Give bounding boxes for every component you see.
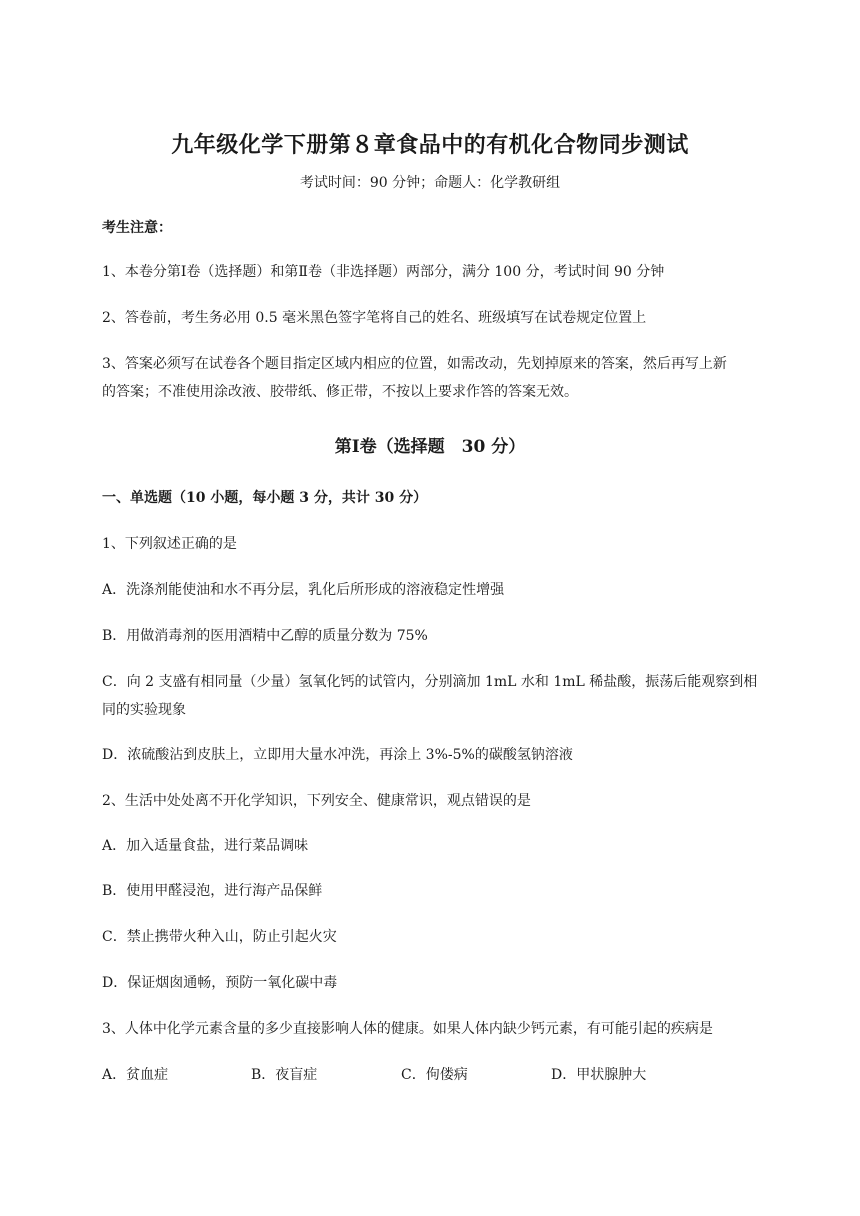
question-option: C．佝偻病 (401, 1067, 468, 1083)
question-option: C．禁止携带火种入山，防止引起火灾 (102, 929, 337, 945)
question-option-continued: 同的实验现象 (102, 702, 186, 718)
notice-heading: 考生注意： (102, 220, 172, 236)
exam-info: 考试时间：90 分钟；命题人：化学教研组 (299, 175, 561, 191)
notice-item: 3、答案必须写在试卷各个题目指定区域内相应的位置，如需改动，先划掉原来的答案，然后再写上新 (102, 356, 727, 372)
question-option: C．向 2 支盛有相同量（少量）氢氧化钙的试管内，分别滴加 1mL 水和 1mL 稀盐酸，振荡后能观察到相 (102, 674, 758, 690)
question-option: B．夜盲症 (251, 1067, 318, 1083)
question-option: D．甲状腺肿大 (551, 1067, 647, 1083)
question-stem: 2、生活中处处离不开化学知识，下列安全、健康常识，观点错误的是 (102, 793, 531, 809)
question-stem: 1、下列叙述正确的是 (102, 536, 237, 552)
notice-item-continued: 的答案；不准使用涂改液、胶带纸、修正带，不按以上要求作答的答案无效。 (102, 384, 578, 400)
question-option: B．使用甲醛浸泡，进行海产品保鲜 (102, 883, 323, 899)
question-option: A．贫血症 (102, 1067, 169, 1083)
page-title: 九年级化学下册第８章食品中的有机化合物同步测试 (171, 132, 689, 158)
question-option: B．用做消毒剂的医用酒精中乙醇的质量分数为 75% (102, 628, 428, 644)
notice-item: 2、答卷前，考生务必用 0.5 毫米黑色签字笔将自己的姓名、班级填写在试卷规定位置上 (102, 310, 647, 326)
question-stem: 3、人体中化学元素含量的多少直接影响人体的健康。如果人体内缺少钙元素，有可能引起的疾病是 (102, 1021, 713, 1037)
question-option: D．保证烟囱通畅，预防一氧化碳中毒 (102, 975, 338, 991)
notice-item: 1、本卷分第Ⅰ卷（选择题）和第Ⅱ卷（非选择题）两部分，满分 100 分，考试时间 90 分钟 (102, 264, 665, 280)
section-title: 第Ⅰ卷（选择题 30 分） (334, 437, 526, 457)
question-option: A．加入适量食盐，进行菜品调味 (102, 838, 309, 854)
part-heading: 一、单选题（10 小题，每小题 3 分，共计 30 分） (102, 490, 428, 506)
question-option: D．浓硫酸沾到皮肤上，立即用大量水冲洗，再涂上 3%-5%的碳酸氢钠溶液 (102, 747, 573, 763)
question-option: A．洗涤剂能使油和水不再分层，乳化后所形成的溶液稳定性增强 (102, 582, 505, 598)
